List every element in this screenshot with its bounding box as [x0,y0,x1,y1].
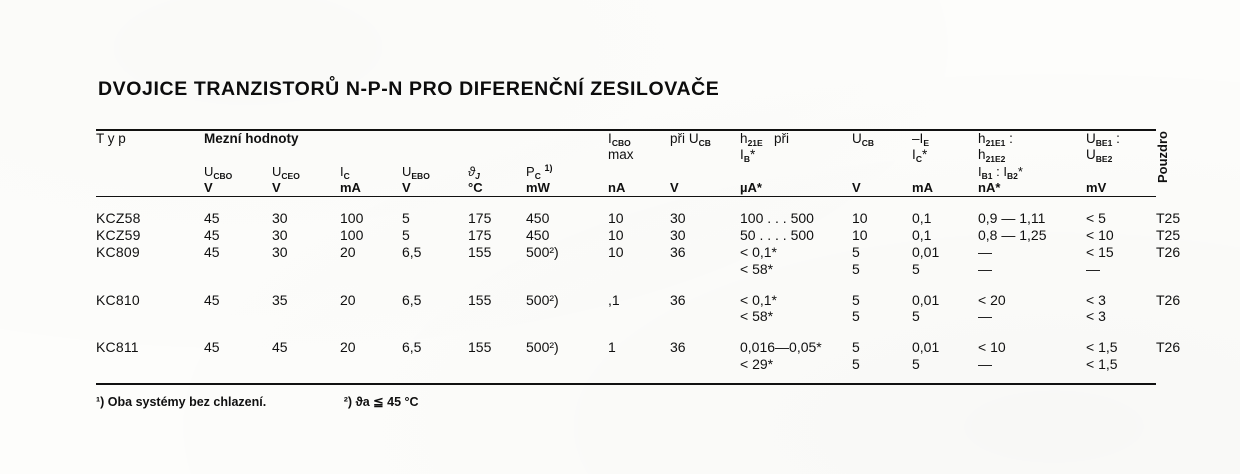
cell-ic: 100 [340,227,364,244]
cell-icbo-sub [608,356,670,373]
page-title: DVOJICE TRANZISTORŮ N-P-N PRO DIFERENČNÍ ZESILOVAČE [98,78,720,100]
header-ic-symbol: $I_C*$ [912,147,928,165]
specification-table-body [96,197,1196,372]
cell-ucbo: 45 [204,339,220,356]
cell-h21e-sub: < 29* [740,356,774,373]
header-icbo-max: max [608,147,634,163]
header-h21e-ratio [978,131,1086,164]
cell-typ: KC811 [96,339,139,356]
header-uceo-unit: V [272,180,281,196]
cell-ucbo: 45 [204,244,220,261]
header-pouzdro-label: Pouzdro [1155,131,1171,183]
cell-icbo: 1 [608,339,616,356]
header-icbo [608,131,670,164]
cell-pouzdro: T25 [1156,227,1181,244]
cell-thetaj: 155 [468,244,492,261]
cell-h21e: 100 . . . 500 [740,210,814,227]
header-ucb1-unit: V [670,180,679,196]
table-header-row-2 [96,164,1196,197]
cell-pc: 500²) [526,291,559,308]
header-mezni-hodnoty [204,131,526,164]
header-h21e-unit: µA* [740,180,762,196]
header-icbo-symbol: $I_{CBO}$ [608,131,631,148]
header-ic2-unit: mA [912,180,933,196]
cell-pouzdro-sub [1156,308,1196,325]
cell-pouzdro: T26 [1156,244,1181,261]
table-row-secondary [96,356,1196,373]
cell-ucb1: 30 [670,210,686,227]
cell-ic: 20 [340,339,356,356]
cell-h21ratio: < 10 [978,339,1006,356]
header-h21e1-symbol: $h_{21E1}$ : [978,131,1013,148]
cell-uebo-sub [402,261,468,278]
header-typ: T y p [96,131,126,146]
cell-h21e: 50 . . . . 500 [740,227,814,244]
cell-thetaj-sub [468,308,526,325]
table-header-row-1 [96,131,1196,164]
table-row [96,227,1196,244]
header-uceo [272,164,340,197]
cell-h21e-sub: < 58* [740,260,774,277]
cell-ic2: 0,1 [912,210,932,227]
cell-ucb2: 10 [852,227,868,244]
header-ucb-2 [852,131,912,164]
header-ube1-symbol: $U_{BE1}$ : [1086,131,1120,148]
cell-h21e-sub: < 58* [740,308,774,325]
header-pc-symbol: $P_C$ $^{1)}$ [526,162,553,181]
cell-ucb1-sub [670,308,740,325]
cell-pc: 500²) [526,339,559,356]
table-row-secondary [96,261,1196,278]
table-row-secondary [96,308,1196,325]
cell-ucb1: 36 [670,244,686,261]
cell-ube-sub: < 1,5 [1086,356,1118,373]
cell-uebo: 6,5 [402,244,422,261]
cell-ube-sub: — [1086,260,1100,277]
header-uebo [402,164,468,197]
header-ie-ic [912,131,978,164]
footnote-2: ²) ϑa ≦ 45 °C [343,394,419,409]
header-pri-label-2: při [773,131,789,146]
header-thetaj [468,164,526,197]
cell-thetaj: 175 [468,227,492,244]
cell-ucbo: 45 [204,227,220,244]
cell-thetaj: 175 [468,210,492,227]
cell-h21ratio: < 20 [978,291,1006,308]
cell-uceo-sub [272,356,340,373]
cell-uceo: 30 [272,210,288,227]
header-pri-ucb [670,131,740,164]
cell-ucb1: 36 [670,291,686,308]
cell-ucbo: 45 [204,210,220,227]
cell-typ: KCZ59 [96,227,141,244]
header-ib1ib2-symbol: $I_{B1}$ : $I_{B2}*$ [978,163,1023,181]
header-ube2-symbol: $U_{BE2}$ [1086,147,1113,165]
cell-ucb1: 36 [670,339,686,356]
cell-thetaj-sub [468,261,526,278]
cell-uebo-sub [402,356,468,373]
datasheet-sheet [96,78,1181,409]
cell-ucbo-sub [204,261,272,278]
cell-thetaj-sub [468,356,526,373]
specification-table [96,131,1196,196]
cell-h21ratio: — [978,244,992,261]
header-ube-unit: mV [1086,180,1107,196]
cell-ube: < 3 [1086,291,1106,308]
cell-ic-sub [340,261,402,278]
cell-ucb2: 5 [852,244,860,261]
header-ic2-unit-cell [912,164,978,197]
header-ic [340,164,402,197]
cell-uebo-sub [402,308,468,325]
cell-uceo: 30 [272,227,288,244]
table-row [96,197,1196,227]
cell-ucb2: 10 [852,210,868,227]
cell-ic2: 0,01 [912,291,940,308]
cell-typ: KCZ58 [96,210,141,227]
header-ube-ratio [1086,131,1156,164]
cell-ube: < 5 [1086,210,1106,227]
header-uebo-symbol: $U_{EBO}$ [402,163,430,181]
cell-h21e: 0,016—0,05* [740,339,822,356]
table-row [96,325,1196,356]
footnote-1: ¹) Oba systémy bez chlazení. [96,394,267,409]
header-ic-symbol-max: $I_C$ [340,163,350,181]
cell-uceo: 35 [272,291,288,308]
cell-pouzdro-sub [1156,261,1196,278]
cell-ucbo-sub [204,308,272,325]
cell-uebo: 5 [402,210,410,227]
header-ucb2-unit-cell [852,164,912,197]
cell-uebo: 6,5 [402,339,422,356]
header-h21e-symbol: $h_{21E}$ [740,131,763,148]
cell-ube: < 10 [1086,227,1114,244]
footnotes [96,394,1156,409]
cell-icbo: 10 [608,210,624,227]
header-ucbo-unit: V [204,180,213,196]
header-typ-unit [96,164,204,197]
cell-pc-sub [526,261,608,278]
cell-pc: 450 [526,227,550,244]
cell-pc: 500²) [526,244,559,261]
header-icbo-unit-cell [608,164,670,197]
header-icbo-unit: nA [608,180,626,196]
cell-pouzdro: T26 [1156,339,1181,356]
cell-ic2-sub: 5 [912,356,920,373]
cell-icbo: 10 [608,244,624,261]
cell-ucb2: 5 [852,291,860,308]
cell-thetaj: 155 [468,291,492,308]
cell-uceo-sub [272,261,340,278]
cell-ucb2: 5 [852,339,860,356]
header-h21e2-symbol: $h_{21E2}$ [978,147,1006,165]
cell-ucb2-sub: 5 [852,260,860,277]
cell-h21e: < 0,1* [740,244,777,261]
cell-ic: 100 [340,210,364,227]
cell-h21ratio-sub: — [978,308,992,325]
cell-uceo: 30 [272,244,288,261]
header-ib-symbol: $I_B*$ [740,147,756,165]
cell-ucb2-sub: 5 [852,308,860,325]
table-bottom-rule [96,383,1156,385]
cell-ube: < 15 [1086,244,1114,261]
cell-uceo: 45 [272,339,288,356]
header-ucb1-unit-cell [670,164,740,197]
header-uceo-symbol: $U_{CEO}$ [272,163,300,181]
header-mezni-spacer [526,131,608,164]
cell-uebo: 6,5 [402,291,422,308]
header-h21ratio-unit: nA* [978,180,1001,196]
cell-typ-sub [96,356,204,373]
cell-ube-sub: < 3 [1086,308,1106,325]
header-ucbo [204,164,272,197]
cell-typ: KC809 [96,244,140,261]
cell-ucb2-sub: 5 [852,356,860,373]
header-pc-unit: mW [526,180,550,196]
cell-ucbo: 45 [204,291,220,308]
cell-h21e: < 0,1* [740,291,777,308]
header-thetaj-unit: °C [468,180,483,196]
cell-ic-sub [340,356,402,373]
cell-h21ratio-sub: — [978,260,992,277]
cell-pouzdro: T25 [1156,210,1181,227]
cell-icbo: 10 [608,227,624,244]
header-pc [526,164,608,197]
cell-ic2: 0,01 [912,339,940,356]
header-mezni-label: Mezní hodnoty [204,131,299,146]
cell-ucbo-sub [204,356,272,373]
header-h21e-unit-cell [740,164,852,197]
table-row [96,244,1196,261]
cell-ic2-sub: 5 [912,308,920,325]
table-row [96,278,1196,309]
cell-h21ratio: 0,9 — 1,11 [978,210,1046,227]
header-pri-label: při [670,131,686,146]
cell-ucb1-sub [670,356,740,373]
cell-icbo-sub [608,261,670,278]
cell-ic2-sub: 5 [912,260,920,277]
cell-ucb1: 30 [670,227,686,244]
cell-typ: KC810 [96,291,140,308]
cell-pc-sub [526,356,608,373]
cell-typ-sub [96,308,204,325]
cell-uebo: 5 [402,227,410,244]
cell-h21ratio: 0,8 — 1,25 [978,227,1047,244]
header-uebo-unit: V [402,180,411,196]
header-ucbo-symbol: $U_{CBO}$ [204,163,233,181]
header-h21ratio-unit-cell [978,164,1086,197]
header-ucb-symbol-2: $U_{CB}$ [852,131,875,148]
header-ic-unit: mA [340,180,361,196]
header-thetaj-symbol: $ϑ_J$ [468,163,480,181]
cell-ic-sub [340,308,402,325]
cell-pouzdro-sub [1156,356,1196,373]
cell-pc: 450 [526,210,550,227]
cell-ic: 20 [340,244,356,261]
cell-ic: 20 [340,291,356,308]
cell-thetaj: 155 [468,339,492,356]
header-h21e-ib [740,131,852,164]
cell-pc-sub [526,308,608,325]
cell-ic2: 0,1 [912,227,932,244]
cell-ic2: 0,01 [912,244,940,261]
cell-uceo-sub [272,308,340,325]
header-ucb2-unit: V [852,180,861,196]
cell-typ-sub [96,261,204,278]
cell-ube: < 1,5 [1086,339,1118,356]
header-pouzdro [1156,131,1196,196]
cell-icbo-sub [608,308,670,325]
header-ube-unit-cell [1086,164,1156,197]
header-ucb-symbol: $U_{CB}$ [688,131,711,148]
cell-ucb1-sub [670,261,740,278]
cell-icbo: ,1 [608,291,620,308]
cell-h21ratio-sub: — [978,356,992,373]
cell-pouzdro: T26 [1156,291,1181,308]
header-ie-symbol: $-I_E$ [912,131,929,148]
table-bottom-spacer [96,373,1156,383]
